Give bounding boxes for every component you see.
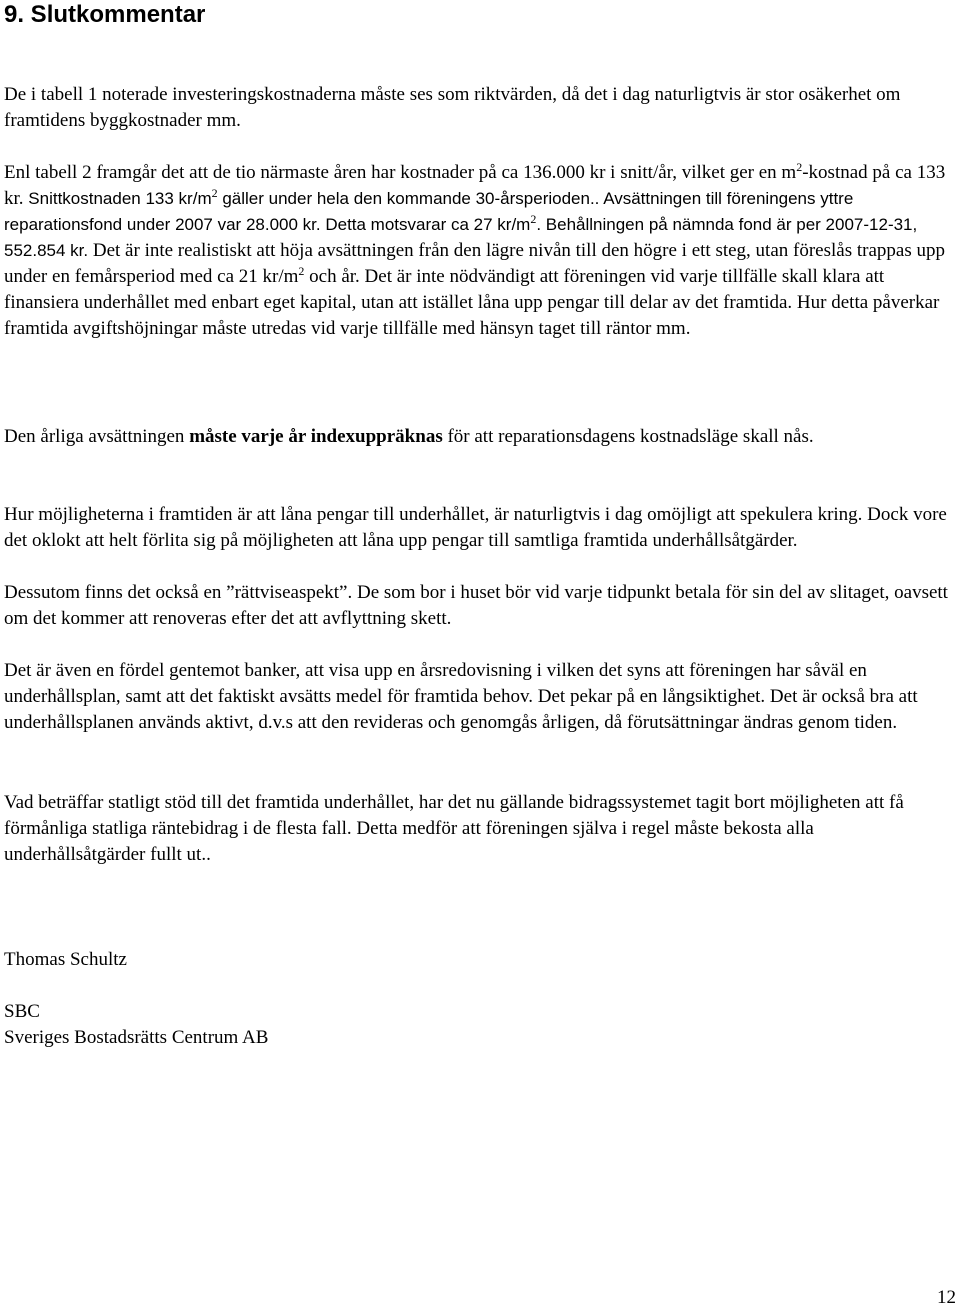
paragraph-banks: Det är även en fördel gentemot banker, att visa upp en årsredovisning i vilken det syns att föreningen har såväl en underhållsplan, samt att det faktiskt avsätts medel för framtida behov. Det pekar på en långsiktighet. Det är också bra att underhållsplanen används aktivt, d.v.s att den revideras och genomgås årligen, då förutsättningar ändras genom tiden. (4, 660, 918, 733)
paragraph-state-support: Vad beträffar statligt stöd till det framtida underhållet, har det nu gällande bidragssystemet tagit bort möjligheten att få förmånliga statliga räntebidrag i de flesta fall. Detta medför att föreningen själva i regel måste bekosta alla underhållsåtgärder fullt ut.. (4, 792, 904, 865)
section-heading: 9. Slutkommentar (4, 1, 206, 28)
p2-text-b: -kostnad på ca 133 kr. (4, 162, 946, 209)
p2-sup-f: 2 (298, 264, 305, 278)
p2-text-c: Snittkostnaden 133 kr/m (28, 189, 212, 208)
signature-org-full: Sveriges Bostadsrätts Centrum AB (4, 1027, 269, 1048)
p3-text-a: Den årliga avsättningen (4, 426, 190, 447)
p2-text-g: och år. Det är inte nödvändigt att föreningen vid varje tillfälle skall klara att finansiera underhållet med enbart eget kapital, utan att istället låna upp pengar till delar av det framtida. Hur detta påverkar framtida avgiftshöjningar måste utredas vid varje tillfälle med hänsyn taget till räntor mm. (4, 266, 940, 339)
page-number: 12 (937, 1287, 956, 1308)
paragraph-investment-costs: De i tabell 1 noterade investeringskostnaderna måste ses som riktvärden, då det i dag naturligtvis är stor osäkerhet om framtidens byggkostnader mm. (4, 84, 901, 131)
p2-text-a: Enl tabell 2 framgår det att de tio närmaste åren har kostnader på ca 136.000 kr i snitt/år, vilket ger en m (4, 162, 797, 183)
p2-sup-d: 2 (530, 212, 537, 226)
paragraph-cost-analysis (4, 160, 956, 342)
paragraph-indexation (4, 424, 956, 450)
paragraph-borrowing: Hur möjligheterna i framtiden är att låna pengar till underhållet, är naturligtvis i dag omöjligt att spekulera kring. Dock vore det oklokt att helt förlita sig på möjligheten att låna upp pengar till samtliga framtida underhållsåtgärder. (4, 504, 947, 551)
p2-sup-c: 2 (211, 186, 218, 200)
signature-org-short: SBC (4, 1001, 40, 1022)
p2-text-e: . Behållningen på nämnda fond är per 2007-12-31, 552.854 kr. (4, 215, 918, 260)
p3-text-b: för att reparationsdagens kostnadsläge skall nås. (442, 426, 814, 447)
p2-text-f: Det är inte realistiskt att höja avsättningen från den lägre nivån till den högre i ett steg, utan föreslås trappas upp under en femårsperiod med ca 21 kr/m (4, 240, 945, 287)
p3-bold-text: måste varje år indexuppräknas (189, 426, 443, 447)
paragraph-fairness: Dessutom finns det också en ”rättviseaspekt”. De som bor i huset bör vid varje tidpunkt betala för sin del av slitaget, oavsett om det kommer att renoveras efter det att avflyttning skett. (4, 582, 948, 629)
p2-text-d: gäller under hela den kommande 30-årsperioden.. Avsättningen till föreningens yttre reparationsfond under 2007 var 28.000 kr. Detta motsvarar ca 27 kr/m (4, 189, 854, 234)
p2-sup-a: 2 (796, 160, 803, 174)
signature-name: Thomas Schultz (4, 949, 127, 970)
